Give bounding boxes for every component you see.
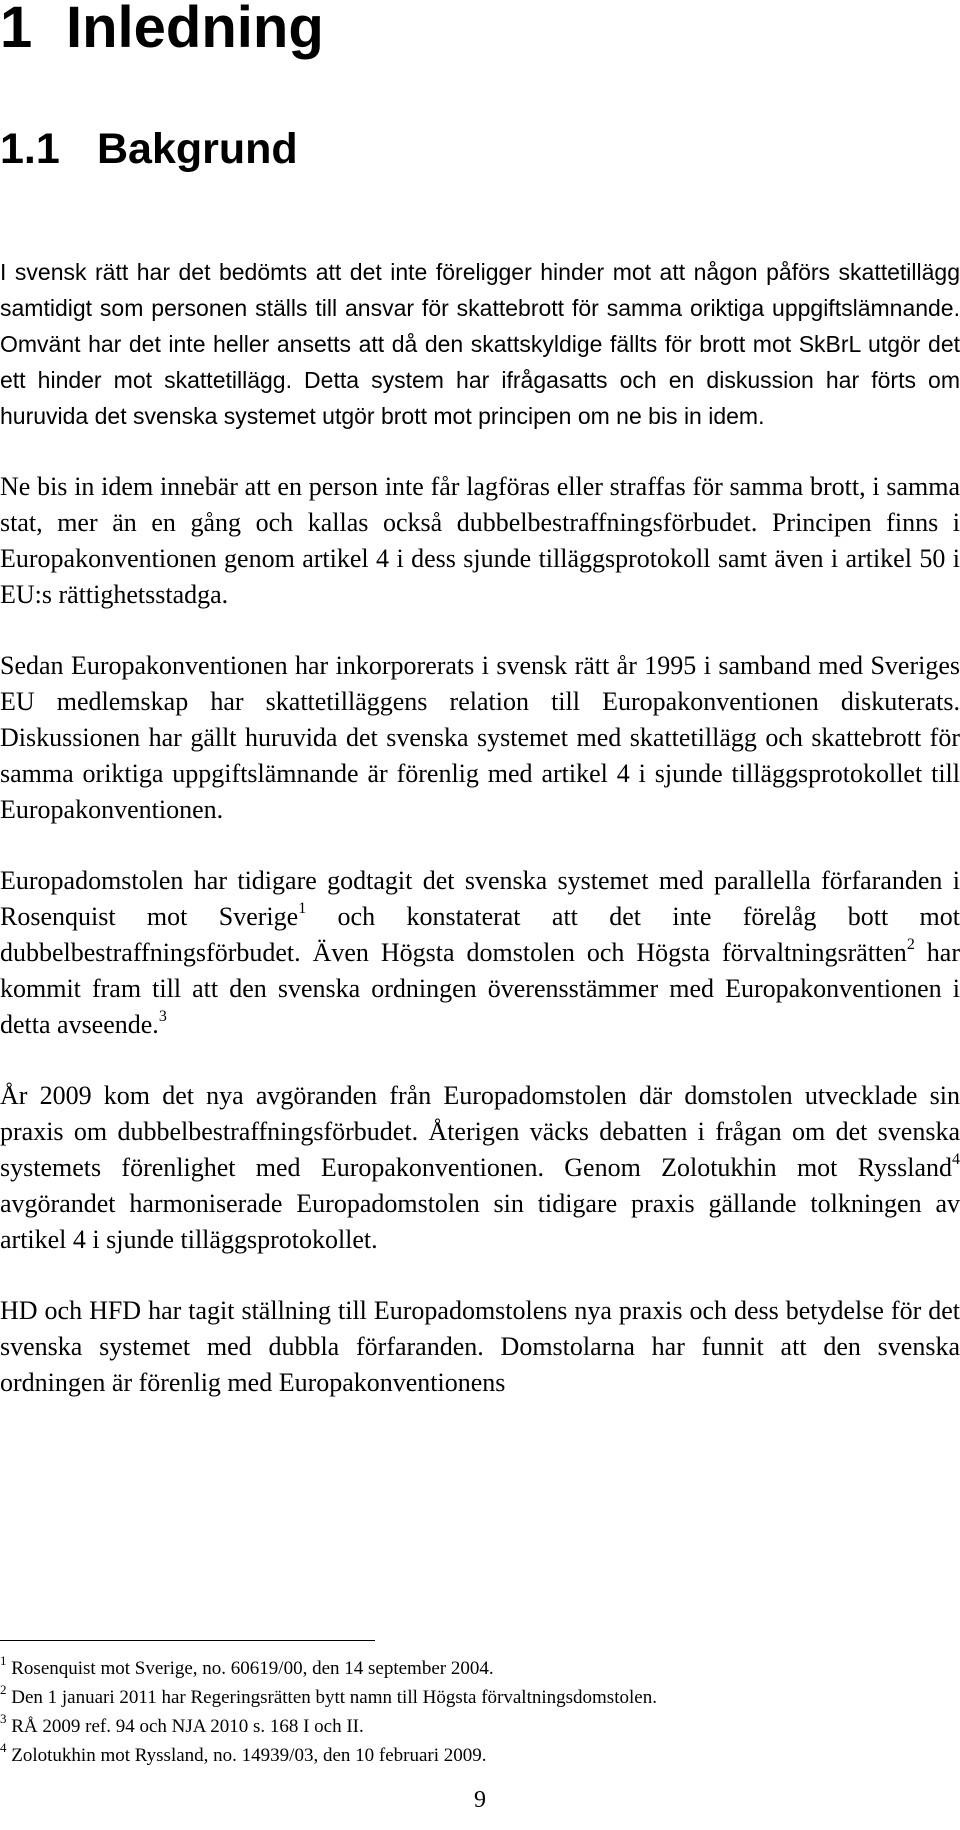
footnote-marker: 1 — [0, 1653, 7, 1668]
footnote-marker: 2 — [0, 1682, 7, 1697]
footnote-marker: 3 — [0, 1711, 7, 1726]
paragraph-6: HD och HFD har tagit ställning till Europadomstolens nya praxis och dess betydelse för det svenska systemet med dubbla förfaranden. Domstolarna har funnit att den svenska ordningen är förenlig med Europakonventionens — [0, 1296, 960, 1397]
footnote-1 — [0, 1654, 960, 1683]
paragraph-text: avgörandet harmoniserade Europadomstolen sin tidigare praxis gällande tolkningen av artikel 4 i sjunde tilläggsprotokollet. — [0, 1189, 960, 1254]
paragraph-text: har kommit fram till att den svenska ordningen överensstämmer med Europakonventionen i detta avseende. — [0, 938, 960, 1039]
chapter-heading — [0, 0, 324, 64]
section-number: 1.1 — [0, 125, 60, 173]
footnote-3 — [0, 1712, 960, 1741]
footnote-reference[interactable]: 2 — [906, 936, 915, 953]
footnote-text: Rosenquist mot Sverige, no. 60619/00, den 14 september 2004. — [11, 1658, 494, 1679]
footnote-reference[interactable]: 3 — [158, 1008, 167, 1025]
footnote-reference[interactable]: 4 — [952, 1151, 960, 1168]
footnote-text: RÅ 2009 ref. 94 och NJA 2010 s. 168 I och II. — [11, 1716, 364, 1737]
footnote-text: Zolotukhin mot Ryssland, no. 14939/03, den 10 februari 2009. — [11, 1745, 487, 1766]
footnote-2 — [0, 1683, 960, 1712]
paragraph-text: År 2009 kom det nya avgöranden från Europadomstolen där domstolen utvecklade sin praxis om dubbelbestraffningsförbudet. Återigen väcks debatten i frågan om det svenska systemets förenlighet med Europakonventionen. Genom Zolotukhin mot Ryssland — [0, 1081, 960, 1182]
paragraph-3: Sedan Europakonventionen har inkorporerats i svensk rätt år 1995 i samband med Sveriges EU medlemskap har skattetilläggens relation till Europakonventionen diskuterats. Diskussionen har gällt huruvida det svenska systemet med skattetillägg och skattebrott för samma oriktiga uppgiftslämnande är förenlig med artikel 4 i sjunde tilläggsprotokollet till Europakonventionen. — [0, 651, 960, 824]
paragraph-text: Europadomstolen har tidigare godtagit det svenska systemet med parallella förfaranden i Rosenquist mot Sverige — [0, 866, 960, 931]
section-title: Bakgrund — [97, 125, 298, 173]
paragraph-2: Ne bis in idem innebär att en person inte får lagföras eller straffas för samma brott, i samma stat, mer än en gång och kallas också dubbelbestraffningsförbudet. Principen finns i Europakonventionen genom artikel 4 i dess sjunde tilläggsprotokoll samt även i artikel 50 i EU:s rättighetsstadga. — [0, 472, 960, 609]
chapter-title: Inledning — [66, 0, 324, 60]
footnote-divider — [0, 1640, 375, 1641]
paragraph-4 — [0, 863, 960, 1043]
paragraph-5 — [0, 1078, 960, 1258]
page-number: 9 — [474, 1787, 486, 1813]
footnote-reference[interactable]: 1 — [298, 900, 307, 917]
footnote-text: Den 1 januari 2011 har Regeringsrätten bytt namn till Högsta förvaltningsdomstolen. — [11, 1687, 657, 1708]
section-heading — [0, 122, 298, 176]
body-text — [0, 254, 960, 1436]
paragraph-1: I svensk rätt har det bedömts att det inte föreligger hinder mot att någon påförs skattetillägg samtidigt som personen ställs till ansvar för skattebrott för samma oriktiga uppgiftslämnande. Omvänt har det inte heller ansetts att då den skattskyldige fällts för brott mot SkBrL utgör det ett hinder mot skattetillägg. Detta system har ifrågasatts och en diskussion har förts om huruvida det svenska systemet utgör brott mot principen om ne bis in idem. — [0, 259, 960, 429]
paragraph-text: och konstaterat att det inte förelåg bott mot dubbelbestraffningsförbudet. Även Högsta domstolen och Högsta förvaltningsrätten — [0, 902, 960, 967]
footnote-marker: 4 — [0, 1740, 7, 1755]
footnotes — [0, 1654, 960, 1770]
chapter-number: 1 — [0, 0, 33, 60]
footnote-4 — [0, 1741, 960, 1770]
